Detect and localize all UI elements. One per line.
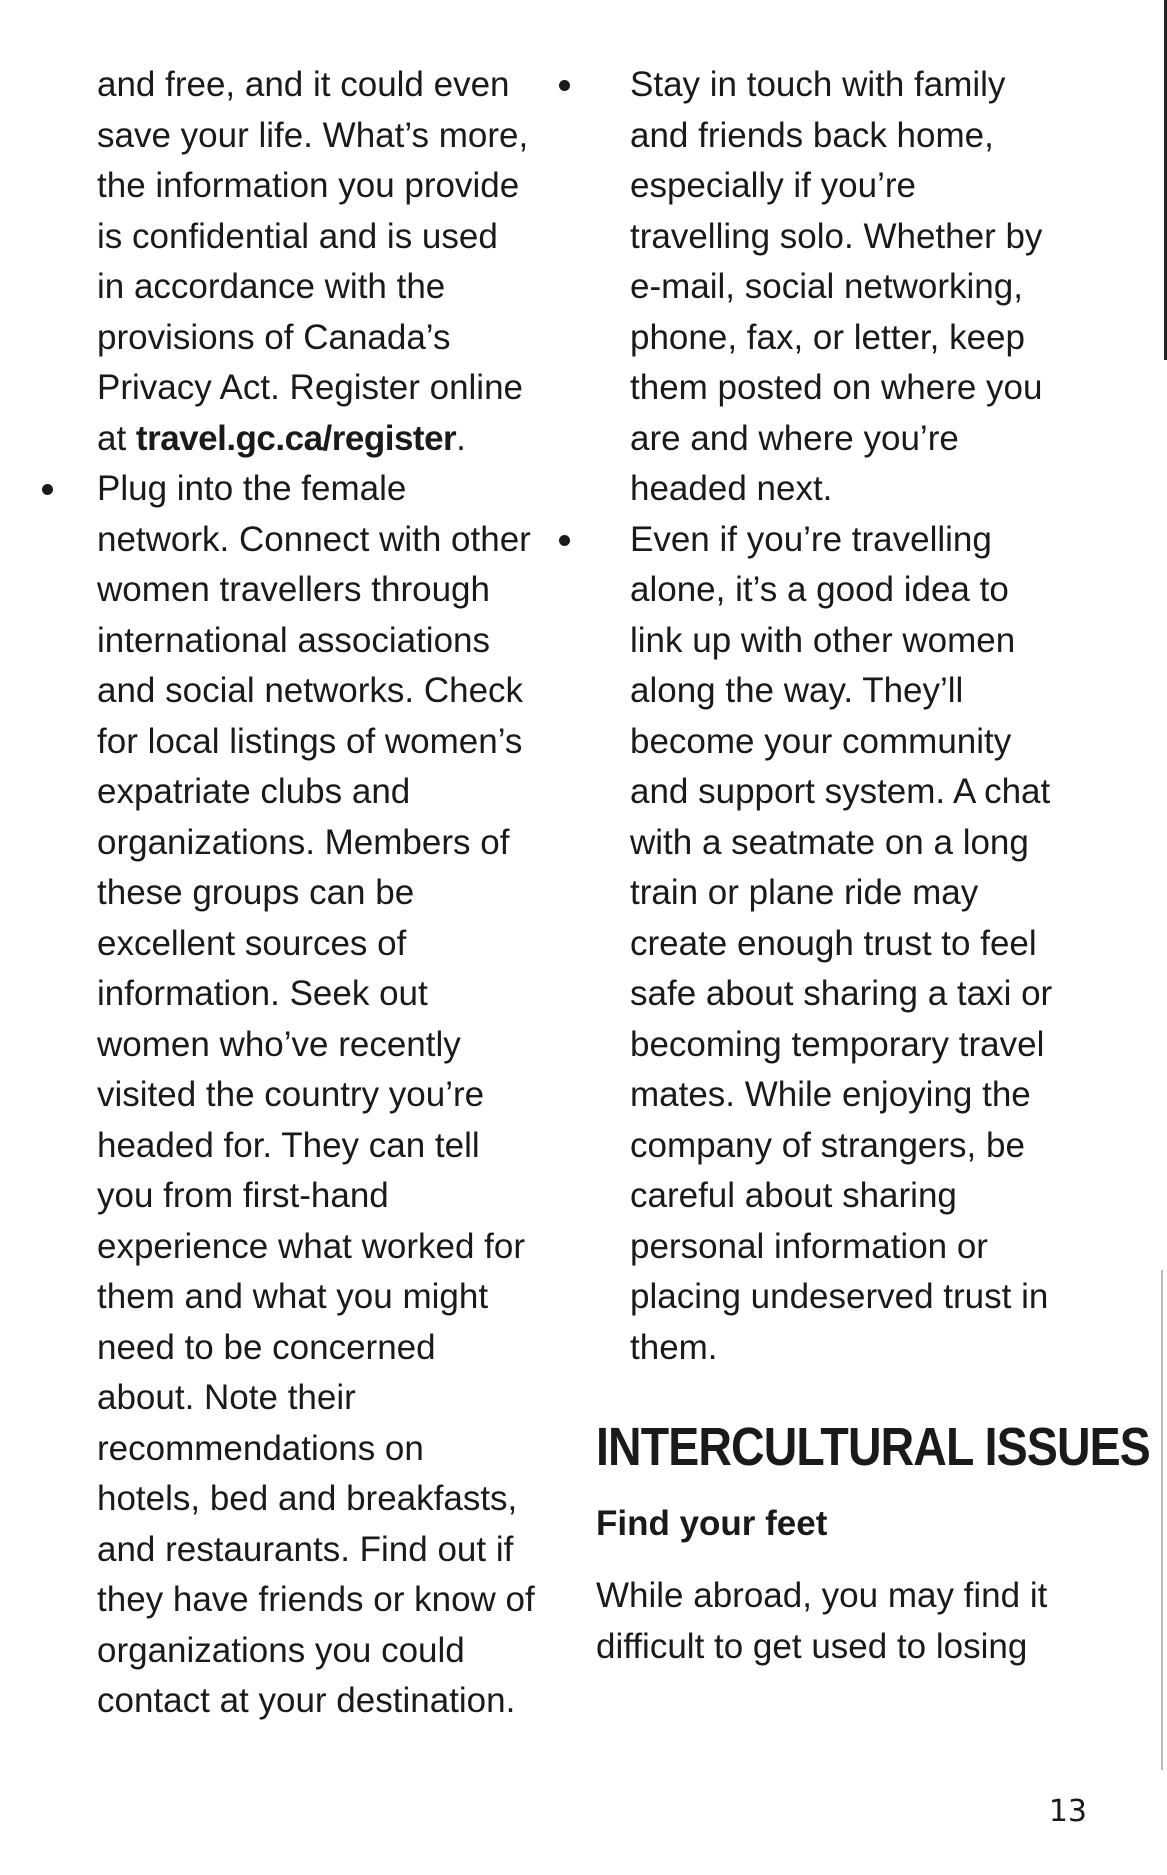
text-line: travelling solo. Whether by bbox=[630, 216, 1043, 256]
text-line: are and where you’re bbox=[630, 418, 959, 458]
bullet-icon bbox=[42, 484, 53, 495]
bullet-icon bbox=[559, 535, 570, 546]
text-line: along the way. They’ll bbox=[630, 671, 964, 710]
text-line: Even if you’re travelling bbox=[630, 519, 992, 559]
text-line: they have friends or know of bbox=[97, 1580, 535, 1619]
text-line: and free, and it could even bbox=[97, 65, 510, 104]
text-line: and support system. A chat bbox=[630, 772, 1051, 811]
text-line: hotels, bed and breakfasts, bbox=[97, 1479, 518, 1518]
text-line: careful about sharing bbox=[630, 1176, 957, 1215]
text-line: becoming temporary travel bbox=[630, 1024, 1045, 1064]
text-line: them. bbox=[630, 1327, 718, 1367]
sub-heading: Find your feet bbox=[596, 1504, 828, 1543]
bullet-female-network bbox=[97, 464, 567, 1727]
text-line: Stay in touch with family bbox=[630, 65, 1006, 104]
text-line: them posted on where you bbox=[630, 368, 1043, 407]
text-line: especially if you’re bbox=[630, 166, 916, 205]
text-line: women who’ve recently bbox=[97, 1024, 461, 1064]
register-link[interactable]: travel.gc.ca/register bbox=[135, 418, 457, 458]
text-line: become your community bbox=[630, 721, 1012, 761]
text-line: network. Connect with other bbox=[97, 519, 531, 559]
text-line: excellent sources of bbox=[97, 923, 407, 963]
page-edge-shadow-lower bbox=[1161, 1270, 1163, 1770]
text-line: experience what worked for bbox=[97, 1226, 525, 1266]
bullet-icon bbox=[559, 80, 570, 91]
text-line: provisions of Canada’s bbox=[97, 317, 451, 357]
text-line: e-mail, social networking, bbox=[630, 267, 1023, 306]
text-line: personal information or bbox=[630, 1226, 988, 1266]
right-column bbox=[596, 60, 1150, 1672]
page-number: 13 bbox=[1048, 1794, 1087, 1829]
text-line: information. Seek out bbox=[97, 974, 428, 1013]
text-line: with a seatmate on a long bbox=[630, 822, 1029, 862]
text-line: need to be concerned bbox=[97, 1327, 436, 1367]
text-line: link up with other women bbox=[630, 620, 1016, 660]
text-line: for local listings of women’s bbox=[97, 721, 523, 761]
text-line: them and what you might bbox=[97, 1277, 489, 1316]
text-line: placing undeserved trust in bbox=[630, 1277, 1049, 1316]
text-line: recommendations on bbox=[97, 1428, 424, 1468]
text-line: and social networks. Check bbox=[97, 671, 524, 710]
text-line: the information you provide bbox=[97, 166, 520, 205]
text-line: While abroad, you may find it bbox=[596, 1576, 1048, 1615]
text-line: create enough trust to feel bbox=[630, 923, 1037, 963]
text-line: you from first-hand bbox=[97, 1176, 389, 1215]
text-line: and restaurants. Find out if bbox=[97, 1529, 514, 1569]
text-line: women travellers through bbox=[97, 570, 490, 609]
text-line: alone, it’s a good idea to bbox=[630, 570, 1009, 609]
text-line: about. Note their bbox=[97, 1378, 356, 1417]
text-line: and friends back home, bbox=[630, 115, 994, 155]
text-line: contact at your destination. bbox=[97, 1681, 516, 1720]
text-line: these groups can be bbox=[97, 873, 415, 912]
text-line: company of strangers, be bbox=[630, 1125, 1025, 1165]
text-line: headed next. bbox=[630, 469, 833, 508]
text-line: is confidential and is used bbox=[97, 216, 498, 256]
register-prefix: at bbox=[97, 418, 136, 458]
text-line: expatriate clubs and bbox=[97, 772, 411, 811]
register-suffix: . bbox=[456, 418, 466, 458]
text-line: Privacy Act. Register online bbox=[97, 368, 524, 407]
intro-paragraph bbox=[596, 1571, 1096, 1672]
section-heading: INTERCULTURAL ISSUES bbox=[596, 1417, 1150, 1477]
text-line: organizations. Members of bbox=[97, 822, 510, 862]
text-line: Plug into the female bbox=[97, 469, 407, 508]
text-line: international associations bbox=[97, 620, 491, 660]
text-line: mates. While enjoying the bbox=[630, 1075, 1031, 1114]
continuation-paragraph bbox=[97, 60, 567, 464]
text-line: safe about sharing a taxi or bbox=[630, 974, 1053, 1013]
text-line: in accordance with the bbox=[97, 267, 446, 306]
bullet-travelling-alone bbox=[596, 515, 1096, 1374]
text-line: visited the country you’re bbox=[97, 1075, 485, 1114]
left-column bbox=[97, 60, 567, 1727]
text-line: phone, fax, or letter, keep bbox=[630, 317, 1025, 357]
text-line: headed for. They can tell bbox=[97, 1125, 480, 1165]
text-line: train or plane ride may bbox=[630, 873, 979, 912]
text-line: difficult to get used to losing bbox=[596, 1626, 1028, 1666]
text-line: organizations you could bbox=[97, 1630, 465, 1670]
bullet-stay-in-touch bbox=[596, 60, 1096, 515]
text-line: save your life. What’s more, bbox=[97, 115, 529, 155]
